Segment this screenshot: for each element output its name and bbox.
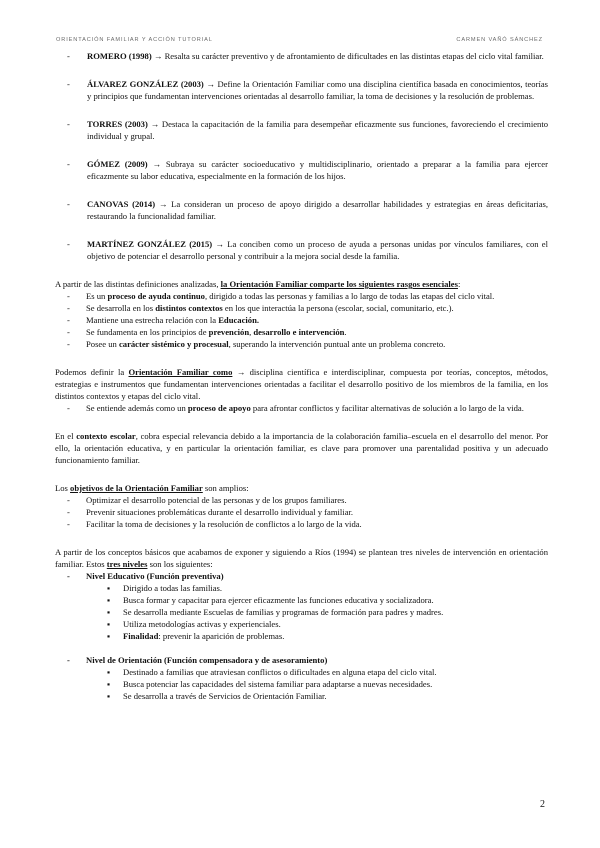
- dash-bullet: -: [67, 51, 70, 61]
- level-1-list: [55, 582, 548, 642]
- dash-bullet: -: [67, 327, 70, 337]
- list-item: ▪ Finalidad: prevenir la aparición de problemas.: [107, 631, 285, 641]
- rasgos-intro: A partir de las distintas definiciones analizadas, la Orientación Familiar comparte los siguientes rasgos esenciales:: [55, 279, 461, 289]
- author-text: Subraya su carácter socioeducativo y multidisciplinario, orientado a preparar a la familia para ejercer eficazmente su labor educativa, especialmente en la formación de los hijos.: [87, 159, 548, 181]
- list-item: - Mantiene una estrecha relación con la Educación.: [67, 315, 260, 325]
- definition-sublist: [55, 402, 548, 414]
- dash-bullet: -: [67, 519, 70, 529]
- list-item: - Posee un carácter sistémico y procesual, superando la intervención puntual ante un problema concreto.: [67, 339, 446, 349]
- dash-bullet: -: [67, 495, 70, 505]
- dash-bullet: -: [67, 239, 70, 249]
- author-definition: [55, 118, 548, 142]
- author-definition: [55, 158, 548, 182]
- dash-bullet: -: [67, 291, 70, 301]
- list-item: - Facilitar la toma de decisiones y la resolución de conflictos a lo largo de la vida.: [67, 519, 362, 529]
- arrow: →: [147, 159, 166, 169]
- square-bullet: ▪: [107, 667, 111, 677]
- running-header-left: ORIENTACIÓN FAMILIAR Y ACCIÓN TUTORIAL: [56, 37, 213, 43]
- list-item: ▪ Busca potenciar las capacidades del sistema familiar para adaptarse a nuevas necesidades.: [107, 679, 433, 689]
- list-item: - Es un proceso de ayuda continuo, dirigido a todas las personas y familias a lo largo de todas las etapas del ciclo vital.: [67, 291, 495, 301]
- author-text: La conciben como un proceso de ayuda a personas unidas por vínculos familiares, con el objetivo de potenciar el desarrollo personal y contribuir a la mejora social desde la familia.: [87, 239, 549, 261]
- levels-intro: A partir de los conceptos básicos que acabamos de exponer y siguiendo a Ríos (1994) se plantean tres niveles de intervención en orientación familiar. Estos tres niveles son los siguientes:: [55, 547, 548, 569]
- square-bullet: ▪: [107, 679, 111, 689]
- dash-bullet: -: [67, 507, 70, 517]
- author-text: Resalta su carácter preventivo y de afrontamiento de dificultades en las distintas etapas del ciclo vital familiar.: [164, 51, 544, 61]
- author-name: GÓMEZ (2009): [87, 159, 148, 169]
- author-text: Destaca la capacitación de la familia para desempeñar eficazmente sus funciones, favoreciendo el crecimiento individual y grupal.: [87, 119, 549, 141]
- dash-bullet: -: [67, 119, 70, 129]
- author-name: TORRES (2003): [87, 119, 148, 129]
- levels-link: tres niveles: [106, 559, 148, 569]
- dash-bullet: -: [67, 303, 70, 313]
- square-bullet: ▪: [107, 583, 111, 593]
- author-name: MARTÍNEZ GONZÁLEZ (2015): [87, 239, 213, 249]
- level-2-heading: - Nivel de Orientación (Función compensadora y de asesoramiento): [67, 655, 328, 665]
- document-body: [55, 50, 548, 714]
- page-number: 2: [540, 799, 545, 810]
- objectives-list: [55, 494, 548, 530]
- dash-bullet: -: [67, 339, 70, 349]
- dash-bullet: -: [67, 159, 70, 169]
- rasgos-list: [55, 290, 548, 350]
- running-header-right: CARMEN VAÑÓ SÁNCHEZ: [456, 37, 543, 43]
- dash-bullet: -: [67, 315, 70, 325]
- author-definition: [55, 50, 548, 62]
- square-bullet: ▪: [107, 595, 111, 605]
- author-definitions-list: [55, 50, 548, 262]
- author-name: CANOVAS (2014): [87, 199, 156, 209]
- list-item: - Se fundamenta en los principios de prevención, desarrollo e intervención.: [67, 327, 347, 337]
- list-item: ▪ Utiliza metodologías activas y experienciales.: [107, 619, 281, 629]
- school-context-paragraph: En el contexto escolar, cobra especial relevancia debido a la importancia de la colaboración familia–escuela en el desarrollo del menor. Por ello, la orientación educativa, y en particular la orientación familiar, es clave para promover una parentalidad positiva y un adecuado funcionamiento familiar.: [55, 431, 548, 465]
- list-item: ▪ Busca formar y capacitar para ejercer eficazmente las funciones educativa y socializadora.: [107, 595, 434, 605]
- square-bullet: ▪: [107, 619, 111, 629]
- list-item: - Prevenir situaciones problemáticas durante el desarrollo individual y familiar.: [67, 507, 354, 517]
- square-bullet: ▪: [107, 691, 111, 701]
- rasgos-link: la Orientación Familiar comparte los siguientes rasgos esenciales: [220, 279, 458, 289]
- arrow: →: [203, 79, 218, 89]
- dash-bullet: -: [67, 79, 70, 89]
- list-item: ▪ Se desarrolla a través de Servicios de Orientación Familiar.: [107, 691, 327, 701]
- arrow: →: [155, 199, 172, 209]
- square-bullet: ▪: [107, 631, 111, 641]
- objectives-intro: Los objetivos de la Orientación Familiar son amplios:: [55, 483, 249, 493]
- level-2-list: [55, 666, 548, 702]
- square-bullet: ▪: [107, 607, 111, 617]
- definition-link: Orientación Familiar como: [128, 367, 233, 377]
- list-item: - Se entiende además como un proceso de apoyo para afrontar conflictos y facilitar alternativas de solución a lo largo de la vida.: [67, 403, 524, 413]
- dash-bullet: -: [67, 199, 70, 209]
- author-definition: [55, 78, 548, 102]
- arrow: →: [212, 239, 228, 249]
- objectives-link: objetivos de la Orientación Familiar: [70, 483, 203, 493]
- list-item: - Optimizar el desarrollo potencial de las personas y de los grupos familiares.: [67, 495, 347, 505]
- list-item: ▪ Dirigido a todas las familias.: [107, 583, 223, 593]
- list-item: - Se desarrolla en los distintos contextos en los que interactúa la persona (escolar, social, comunitario, etc.).: [67, 303, 454, 313]
- author-text: La consideran un proceso de apoyo dirigido a desarrollar habilidades y estrategias en áreas deficitarias, restaurando la funcionalidad familiar.: [87, 199, 549, 221]
- author-name: ROMERO (1998): [87, 51, 152, 61]
- author-name: ÁLVAREZ GONZÁLEZ (2003): [87, 79, 204, 89]
- arrow: →: [147, 119, 162, 129]
- list-item: ▪ Se desarrolla mediante Escuelas de familias y programas de formación para padres y madres.: [107, 607, 444, 617]
- arrow: →: [151, 51, 165, 61]
- author-definition: [55, 198, 548, 222]
- level-1-heading: - Nivel Educativo (Función preventiva): [67, 571, 224, 581]
- author-definition: [55, 238, 548, 262]
- author-text: Define la Orientación Familiar como una disciplina científica basada en conocimientos, teorías y principios que fundamentan intervenciones orientadas al desarrollo familiar, la toma de decisiones y la resolución de problemas.: [87, 79, 548, 101]
- definition-paragraph: Podemos definir la Orientación Familiar como → disciplina científica e interdisciplinar, compuesta por teorías, conceptos, métodos, estrategias e instrumentos que fundamentan intervenciones orientadas a facilitar el desarrollo positivo de los miembros de la familia, en los distintos contextos y etapas del ciclo vital.: [55, 367, 548, 401]
- list-item: ▪ Destinado a familias que atraviesan conflictos o dificultades en alguna etapa del ciclo vital.: [107, 667, 437, 677]
